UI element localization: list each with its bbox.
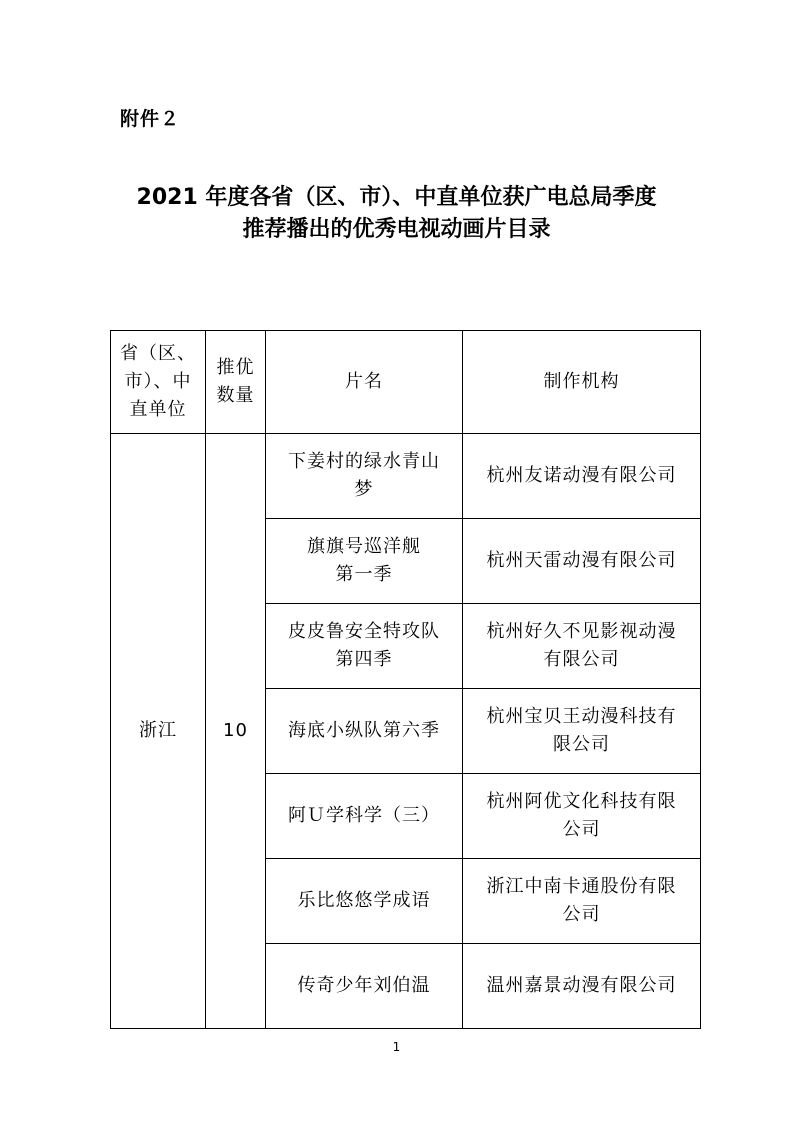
producer-cell: 杭州友诺动漫有限公司 [463, 434, 701, 519]
film-title-cell: 传奇少年刘伯温 [266, 944, 463, 1029]
film-title-cell: 阿Ｕ学科学（三） [266, 774, 463, 859]
header-count: 推优 数量 [206, 331, 266, 434]
producer-cell: 杭州天雷动漫有限公司 [463, 519, 701, 604]
film-title-cell: 皮皮鲁安全特攻队 第四季 [266, 604, 463, 689]
count-cell: 10 [206, 434, 266, 1029]
producer-cell: 温州嘉景动漫有限公司 [463, 944, 701, 1029]
document-title-line-2: 推荐播出的优秀电视动画片目录 [242, 217, 551, 242]
header-film: 片名 [266, 331, 463, 434]
header-org: 制作机构 [463, 331, 701, 434]
film-title-cell: 海底小纵队第六季 [266, 689, 463, 774]
province-cell: 浙江 [111, 434, 206, 1029]
producer-cell: 杭州好久不见影视动漫 有限公司 [463, 604, 701, 689]
film-title-cell: 乐比悠悠学成语 [266, 859, 463, 944]
film-title-cell: 下姜村的绿水青山 梦 [266, 434, 463, 519]
producer-cell: 浙江中南卡通股份有限 公司 [463, 859, 701, 944]
document-title-line-1: 2021 年度各省（区、市）、中直单位获广电总局季度 [136, 185, 657, 210]
table-header-row [111, 331, 701, 434]
producer-cell: 杭州宝贝王动漫科技有 限公司 [463, 689, 701, 774]
header-province: 省（区、 市）、中 直单位 [111, 331, 206, 434]
producer-cell: 杭州阿优文化科技有限 公司 [463, 774, 701, 859]
attachment-label: 附件２ [120, 108, 181, 130]
film-title-cell: 旗旗号巡洋舰 第一季 [266, 519, 463, 604]
animation-catalog-table [110, 330, 701, 1029]
page-number: 1 [392, 1040, 401, 1054]
table-row [111, 434, 701, 519]
